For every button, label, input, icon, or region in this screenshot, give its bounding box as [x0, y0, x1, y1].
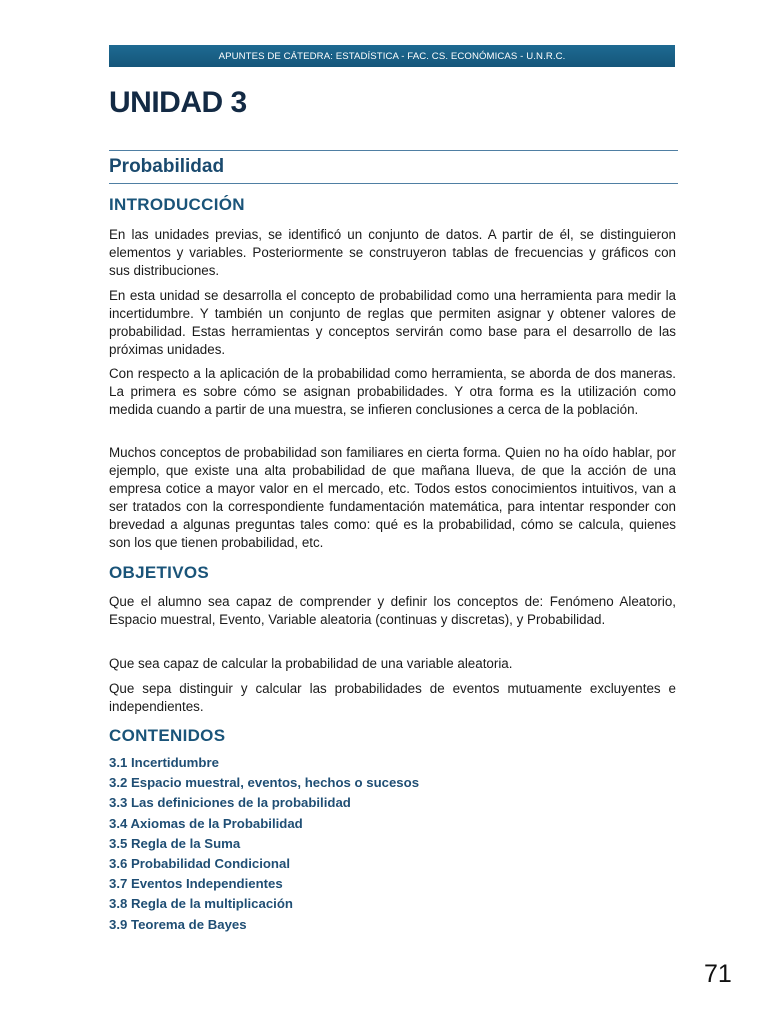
intro-paragraph-2: En esta unidad se desarrolla el concepto de probabilidad como una herramienta para medir la incertidumbre. Y también un conjunto de reglas que permiten asignar y obtener valores de probabilidad. Estas herramientas y conceptos servirán como base para el desarrollo de las próximas unidades. [109, 288, 676, 357]
objectives-paragraph-3: Que sepa distinguir y calcular las probabilidades de eventos mutuamente excluyentes e independientes. [109, 681, 676, 714]
section-heading-introduccion: INTRODUCCIÓN [109, 195, 245, 214]
subtitle-box [109, 150, 678, 184]
contents-item: 3.6 Probabilidad Condicional [109, 855, 290, 871]
unit-title: UNIDAD 3 [109, 86, 247, 119]
section-heading-contenidos: CONTENIDOS [109, 726, 226, 745]
contents-item: 3.1 Incertidumbre [109, 755, 219, 770]
contents-item: 3.2 Espacio muestral, eventos, hechos o sucesos [109, 775, 420, 791]
intro-paragraph-4: Muchos conceptos de probabilidad son familiares en cierta forma. Quien no ha oído hablar, por ejemplo, que existe una alta probabilidad de que mañana llueva, de que la acción de una empresa cotice a mayor valor en el mercado, etc. Todos estos conocimientos intuitivos, van a ser tratados con la correspondiente fundamentación matemática, para intentar responder con brevedad a algunas preguntas tales como: qué es la probabilidad, cómo se calcula, quienes son los que tienen probabilidad, etc. [109, 445, 676, 550]
contents-item: 3.4 Axiomas de la Probabilidad [109, 815, 303, 831]
objectives-paragraph-1: Que el alumno sea capaz de comprender y definir los conceptos de: Fenómeno Aleatorio, Espacio muestral, Evento, Variable aleatoria (continuas y discretas), y Probabilidad. [109, 594, 676, 627]
contents-item: 3.9 Teorema de Bayes [109, 916, 247, 932]
contents-item: 3.8 Regla de la multiplicación [109, 896, 293, 912]
page-number: 71 [704, 960, 732, 988]
intro-paragraph-3: Con respecto a la aplicación de la probabilidad como herramienta, se aborda de dos maneras. La primera es sobre cómo se asignan probabilidades. Y otra forma es la utilización como medida cuando a partir de una muestra, se infieren conclusiones a cerca de la población. [109, 366, 676, 417]
section-heading-objetivos: OBJETIVOS [109, 563, 210, 582]
header-banner-text: APUNTES DE CÁTEDRA: ESTADÍSTICA - FAC. CS. ECONÓMICAS - U.N.R.C. [218, 50, 566, 62]
contents-list [109, 753, 419, 935]
unit-subtitle: Probabilidad [109, 156, 225, 177]
contents-item: 3.5 Regla de la Suma [109, 835, 241, 851]
contents-item: 3.3 Las definiciones de la probabilidad [109, 795, 351, 811]
contents-item: 3.7 Eventos Independientes [109, 876, 283, 892]
intro-paragraph-1: En las unidades previas, se identificó un conjunto de datos. A partir de él, se distinguieron elementos y variables. Posteriormente se construyeron tablas de frecuencias y gráficos con sus distribuciones. [109, 227, 676, 278]
objectives-paragraph-2: Que sea capaz de calcular la probabilidad de una variable aleatoria. [109, 656, 513, 671]
header-banner [109, 45, 675, 67]
